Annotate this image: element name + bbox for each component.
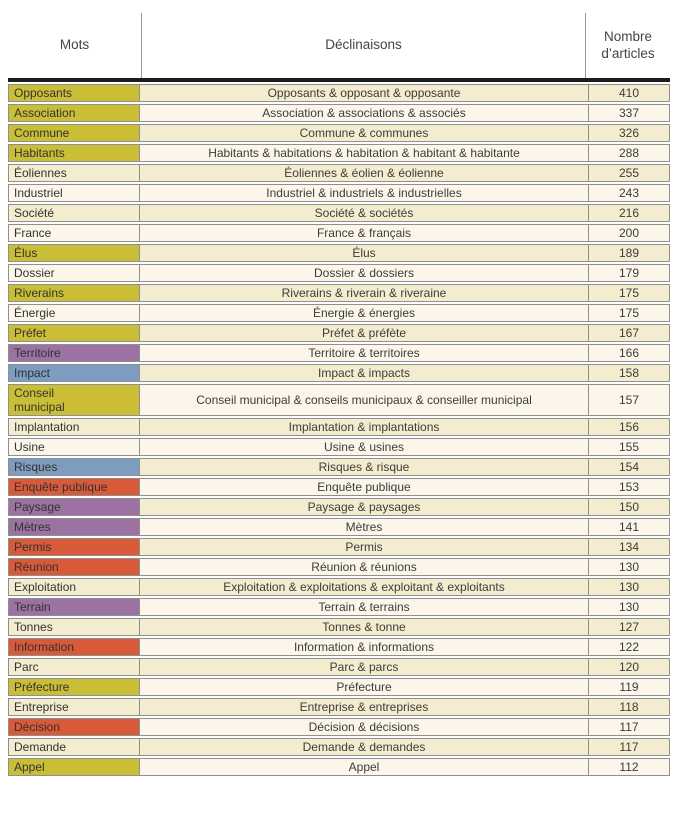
word-cell: Réunion: [8, 558, 140, 576]
declinaisons-cell: Paysage & paysages: [140, 498, 588, 516]
count-cell: 130: [588, 558, 670, 576]
table-row: [8, 344, 670, 362]
declinaisons-cell: Industriel & industriels & industrielles: [140, 184, 588, 202]
table-row: [8, 364, 670, 382]
table-row: [8, 184, 670, 202]
declinaisons-cell: Terrain & terrains: [140, 598, 588, 616]
word-cell: Parc: [8, 658, 140, 676]
count-cell: 130: [588, 598, 670, 616]
column-header-declinaisons: Déclinaisons: [141, 13, 585, 78]
word-cell: Dossier: [8, 264, 140, 282]
count-cell: 200: [588, 224, 670, 242]
word-cell: Énergie: [8, 304, 140, 322]
count-cell: 117: [588, 718, 670, 736]
count-cell: 119: [588, 678, 670, 696]
declinaisons-cell: Risques & risque: [140, 458, 588, 476]
word-cell: Mètres: [8, 518, 140, 536]
count-cell: 175: [588, 304, 670, 322]
declinaisons-cell: Tonnes & tonne: [140, 618, 588, 636]
declinaisons-cell: Riverains & riverain & riveraine: [140, 284, 588, 302]
table-row: [8, 418, 670, 436]
table-row: [8, 384, 670, 416]
table-row: [8, 324, 670, 342]
word-cell: Préfecture: [8, 678, 140, 696]
count-cell: 157: [588, 384, 670, 416]
word-cell: Société: [8, 204, 140, 222]
declinaisons-cell: Usine & usines: [140, 438, 588, 456]
table-row: [8, 304, 670, 322]
word-cell: Industriel: [8, 184, 140, 202]
word-cell: Éoliennes: [8, 164, 140, 182]
table-row: [8, 698, 670, 716]
table-row: [8, 578, 670, 596]
count-cell: 288: [588, 144, 670, 162]
word-cell: Association: [8, 104, 140, 122]
word-cell: Entreprise: [8, 698, 140, 716]
word-frequency-table: [0, 13, 677, 778]
declinaisons-cell: Enquête publique: [140, 478, 588, 496]
count-cell: 127: [588, 618, 670, 636]
count-cell: 141: [588, 518, 670, 536]
table-row: [8, 618, 670, 636]
count-cell: 122: [588, 638, 670, 656]
word-cell: Décision: [8, 718, 140, 736]
word-cell: Usine: [8, 438, 140, 456]
word-cell: Permis: [8, 538, 140, 556]
declinaisons-cell: Décision & décisions: [140, 718, 588, 736]
word-cell: Préfet: [8, 324, 140, 342]
table-row: [8, 758, 670, 776]
declinaisons-cell: Exploitation & exploitations & exploitant & exploitants: [140, 578, 588, 596]
count-cell: 166: [588, 344, 670, 362]
declinaisons-cell: Conseil municipal & conseils municipaux & conseiller municipal: [140, 384, 588, 416]
declinaisons-cell: Mètres: [140, 518, 588, 536]
word-cell: Territoire: [8, 344, 140, 362]
count-cell: 120: [588, 658, 670, 676]
table-row: [8, 638, 670, 656]
declinaisons-cell: Implantation & implantations: [140, 418, 588, 436]
count-cell: 243: [588, 184, 670, 202]
table-row: [8, 84, 670, 102]
declinaisons-cell: Société & sociétés: [140, 204, 588, 222]
table-row: [8, 124, 670, 142]
declinaisons-cell: Préfet & préfète: [140, 324, 588, 342]
count-cell: 134: [588, 538, 670, 556]
word-cell: Terrain: [8, 598, 140, 616]
word-cell: Paysage: [8, 498, 140, 516]
table-row: [8, 458, 670, 476]
count-cell: 118: [588, 698, 670, 716]
declinaisons-cell: Association & associations & associés: [140, 104, 588, 122]
word-cell: Tonnes: [8, 618, 140, 636]
declinaisons-cell: Appel: [140, 758, 588, 776]
word-cell: Risques: [8, 458, 140, 476]
declinaisons-cell: Préfecture: [140, 678, 588, 696]
word-cell: Conseil municipal: [8, 384, 140, 416]
declinaisons-cell: Éoliennes & éolien & éolienne: [140, 164, 588, 182]
word-cell: Information: [8, 638, 140, 656]
table-row: [8, 164, 670, 182]
word-cell: Riverains: [8, 284, 140, 302]
count-cell: 167: [588, 324, 670, 342]
count-cell: 175: [588, 284, 670, 302]
declinaisons-cell: Commune & communes: [140, 124, 588, 142]
declinaisons-cell: Réunion & réunions: [140, 558, 588, 576]
table-row: [8, 718, 670, 736]
count-cell: 155: [588, 438, 670, 456]
declinaisons-cell: Territoire & territoires: [140, 344, 588, 362]
word-cell: Implantation: [8, 418, 140, 436]
table-row: [8, 558, 670, 576]
count-cell: 216: [588, 204, 670, 222]
count-cell: 179: [588, 264, 670, 282]
table-row: [8, 678, 670, 696]
count-cell: 326: [588, 124, 670, 142]
count-cell: 189: [588, 244, 670, 262]
word-cell: Opposants: [8, 84, 140, 102]
count-cell: 117: [588, 738, 670, 756]
word-cell: France: [8, 224, 140, 242]
count-cell: 158: [588, 364, 670, 382]
word-cell: Demande: [8, 738, 140, 756]
table-row: [8, 478, 670, 496]
table-row: [8, 224, 670, 242]
table-body: [8, 82, 670, 778]
count-cell: 150: [588, 498, 670, 516]
column-header-nombre-articles: Nombre d’articles: [585, 13, 670, 78]
declinaisons-cell: Permis: [140, 538, 588, 556]
table-row: [8, 598, 670, 616]
declinaisons-cell: Élus: [140, 244, 588, 262]
count-cell: 156: [588, 418, 670, 436]
table-row: [8, 538, 670, 556]
declinaisons-cell: Demande & demandes: [140, 738, 588, 756]
declinaisons-cell: Information & informations: [140, 638, 588, 656]
word-cell: Impact: [8, 364, 140, 382]
count-cell: 112: [588, 758, 670, 776]
table-row: [8, 738, 670, 756]
count-cell: 337: [588, 104, 670, 122]
word-cell: Élus: [8, 244, 140, 262]
table-row: [8, 144, 670, 162]
declinaisons-cell: Habitants & habitations & habitation & habitant & habitante: [140, 144, 588, 162]
word-cell: Appel: [8, 758, 140, 776]
declinaisons-cell: Impact & impacts: [140, 364, 588, 382]
table-row: [8, 104, 670, 122]
count-cell: 130: [588, 578, 670, 596]
declinaisons-cell: Dossier & dossiers: [140, 264, 588, 282]
column-header-mots: Mots: [59, 37, 90, 53]
table-row: [8, 518, 670, 536]
count-cell: 255: [588, 164, 670, 182]
declinaisons-cell: Entreprise & entreprises: [140, 698, 588, 716]
word-cell: Enquête publique: [8, 478, 140, 496]
word-cell: Habitants: [8, 144, 140, 162]
table-row: [8, 658, 670, 676]
declinaisons-cell: France & français: [140, 224, 588, 242]
table-row: [8, 244, 670, 262]
word-cell: Commune: [8, 124, 140, 142]
count-cell: 153: [588, 478, 670, 496]
table-row: [8, 284, 670, 302]
count-cell: 410: [588, 84, 670, 102]
word-cell: Exploitation: [8, 578, 140, 596]
table-header: [8, 13, 670, 78]
declinaisons-cell: Parc & parcs: [140, 658, 588, 676]
table-row: [8, 264, 670, 282]
table-row: [8, 498, 670, 516]
declinaisons-cell: Opposants & opposant & opposante: [140, 84, 588, 102]
declinaisons-cell: Énergie & énergies: [140, 304, 588, 322]
table-row: [8, 204, 670, 222]
count-cell: 154: [588, 458, 670, 476]
table-row: [8, 438, 670, 456]
